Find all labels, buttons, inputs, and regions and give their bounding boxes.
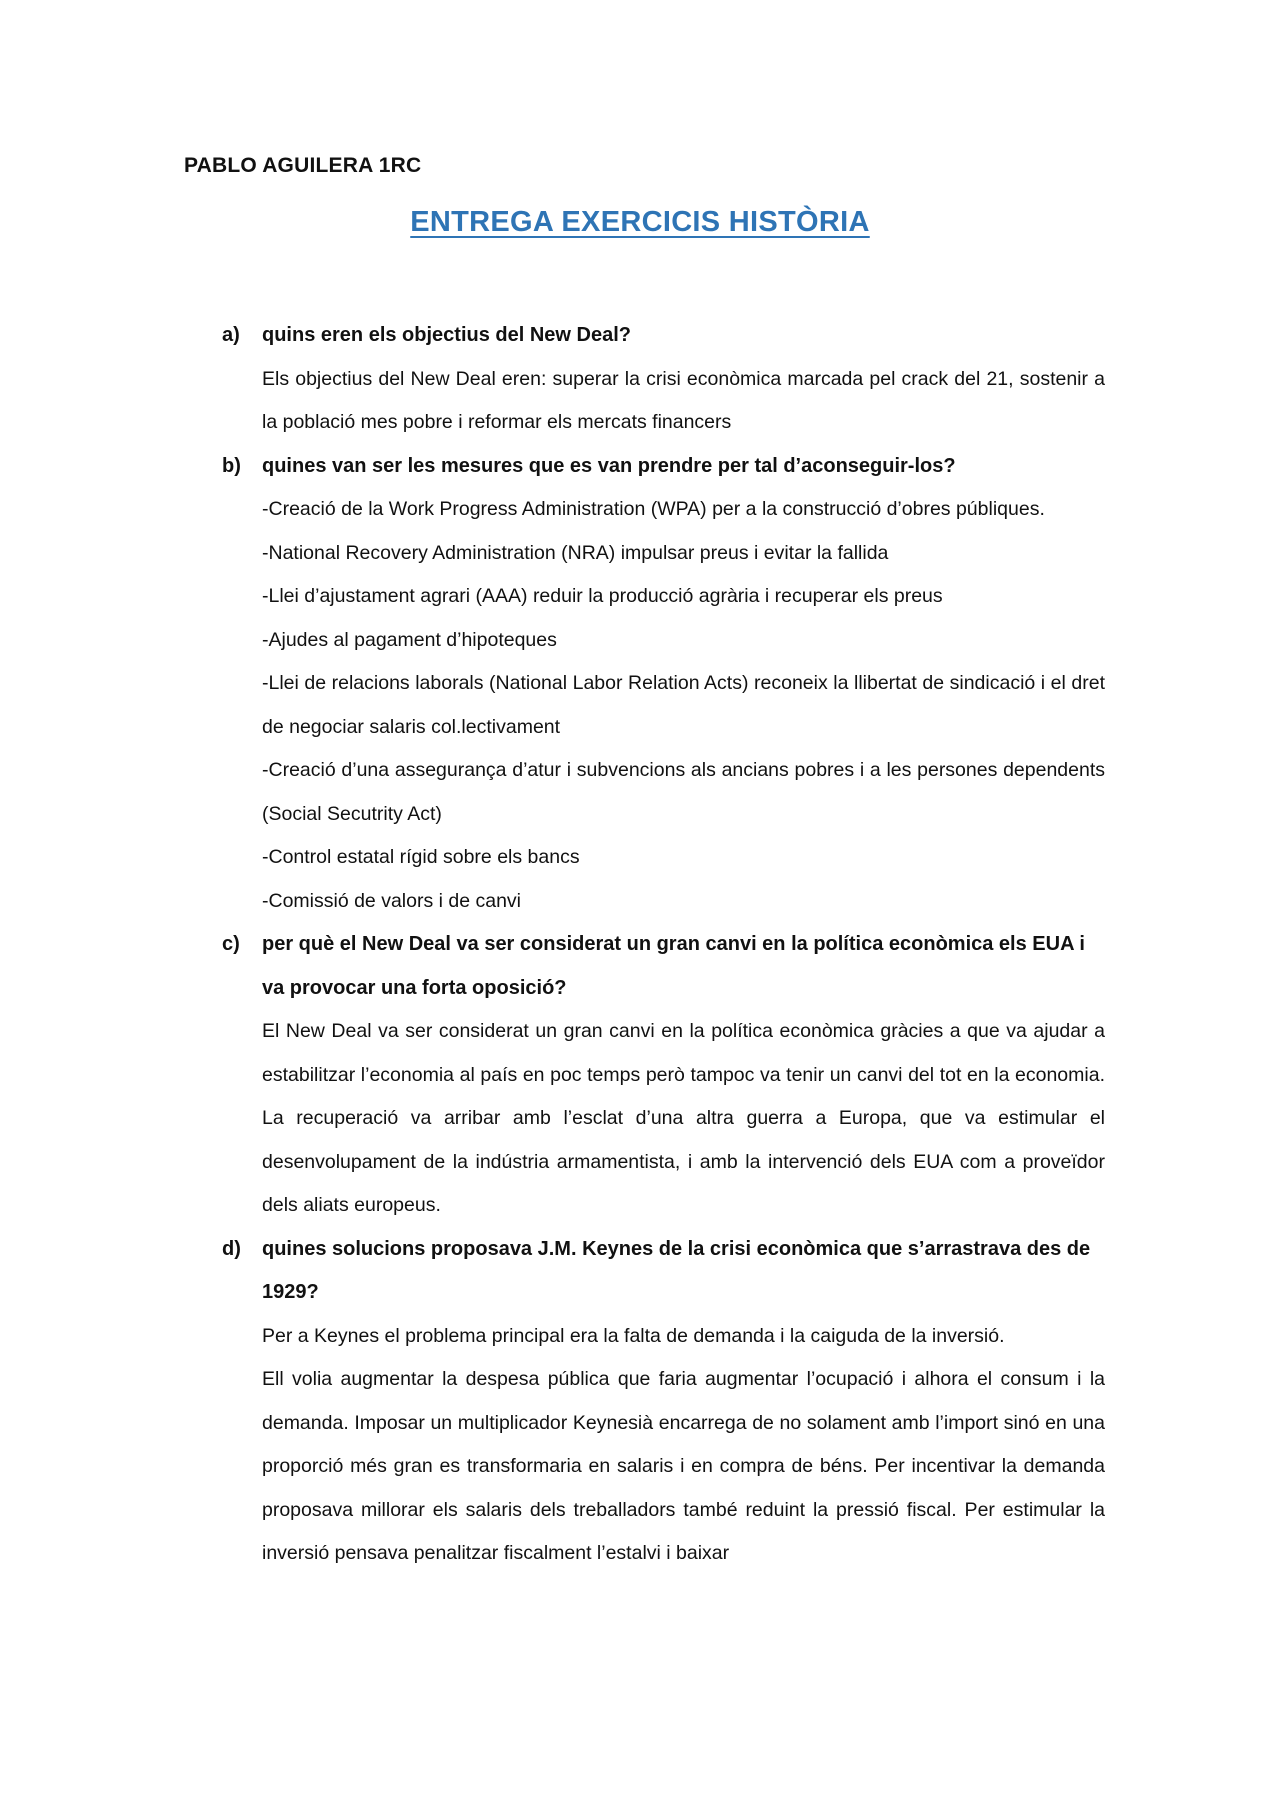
- answer-paragraph: Ell volia augmentar la despesa pública que faria augmentar l’ocupació i alhora el consum i la demanda. Imposar un multiplicador Keynesià encarrega de no solament amb l’import sinó en una proporció més gran es transformaria en salaris i en compra de béns. Per incentivar la demanda proposava millorar els salaris dels treballadors també reduint la pressió fiscal. Per estimular la inversió pensava penalitzar fiscalment l’estalvi i baixar: [262, 1368, 1105, 1564]
- question-letter: a): [222, 324, 240, 346]
- answer-paragraph: -Control estatal rígid sobre els bancs: [262, 846, 580, 868]
- question-text: quines van ser les mesures que es van prendre per tal d’aconseguir-los?: [262, 454, 956, 477]
- document-title: ENTREGA EXERCICIS HISTÒRIA: [410, 206, 870, 238]
- question-text: quines solucions proposava J.M. Keynes de la crisi econòmica que s’arrastrava des de 1929?: [262, 1237, 1091, 1303]
- answer-paragraph: -Ajudes al pagament d’hipoteques: [262, 628, 557, 651]
- answer-paragraph: -National Recovery Administration (NRA) impulsar preus i evitar la fallida: [262, 541, 889, 564]
- author-line: PABLO AGUILERA 1RC: [184, 154, 422, 177]
- question-a: [222, 314, 1105, 358]
- answer-paragraph: -Llei de relacions laborals (National Labor Relation Acts) reconeix la llibertat de sindicació i el dret de negociar salaris col.lectivament: [262, 672, 1105, 738]
- question-c: [222, 923, 1105, 1010]
- answer-paragraph: El New Deal va ser considerat un gran canvi en la política econòmica gràcies a que va ajudar a estabilitzar l’economia al país en poc temps però tampoc va tenir un canvi del tot en la economia. La recuperació va arribar amb l’esclat d’una altra guerra a Europa, que va estimular el desenvolupament de la indústria armamentista, i amb la intervenció dels EUA com a proveïdor dels aliats europeus.: [262, 1020, 1105, 1216]
- question-letter: d): [222, 1237, 241, 1260]
- answer-paragraph: -Comissió de valors i de canvi: [262, 889, 522, 912]
- answer-paragraph: Els objectius del New Deal eren: superar la crisi econòmica marcada pel crack del 21, sostenir a la població mes pobre i reformar els mercats financers: [262, 367, 1105, 433]
- answer-paragraph: Per a Keynes el problema principal era la falta de demanda i la caiguda de la inversió.: [262, 1324, 1005, 1347]
- question-letter: c): [222, 933, 240, 955]
- answer-paragraph: -Creació d’una assegurança d’atur i subvencions als ancians pobres i a les persones dependents (Social Secutrity Act): [262, 759, 1105, 825]
- question-text: quins eren els objectius del New Deal?: [262, 324, 631, 346]
- question-list: [222, 314, 1105, 1576]
- question-d: [222, 1228, 1105, 1315]
- answer-paragraph: -Creació de la Work Progress Administration (WPA) per a la construcció d’obres públiques.: [262, 498, 1045, 520]
- answer-paragraph: -Llei d’ajustament agrari (AAA) reduir la producció agrària i recuperar els preus: [262, 585, 943, 607]
- question-text: per què el New Deal va ser considerat un gran canvi en la política econòmica els EUA i va provocar una forta oposició?: [262, 933, 1085, 999]
- question-b: [222, 445, 1105, 489]
- question-letter: b): [222, 454, 241, 477]
